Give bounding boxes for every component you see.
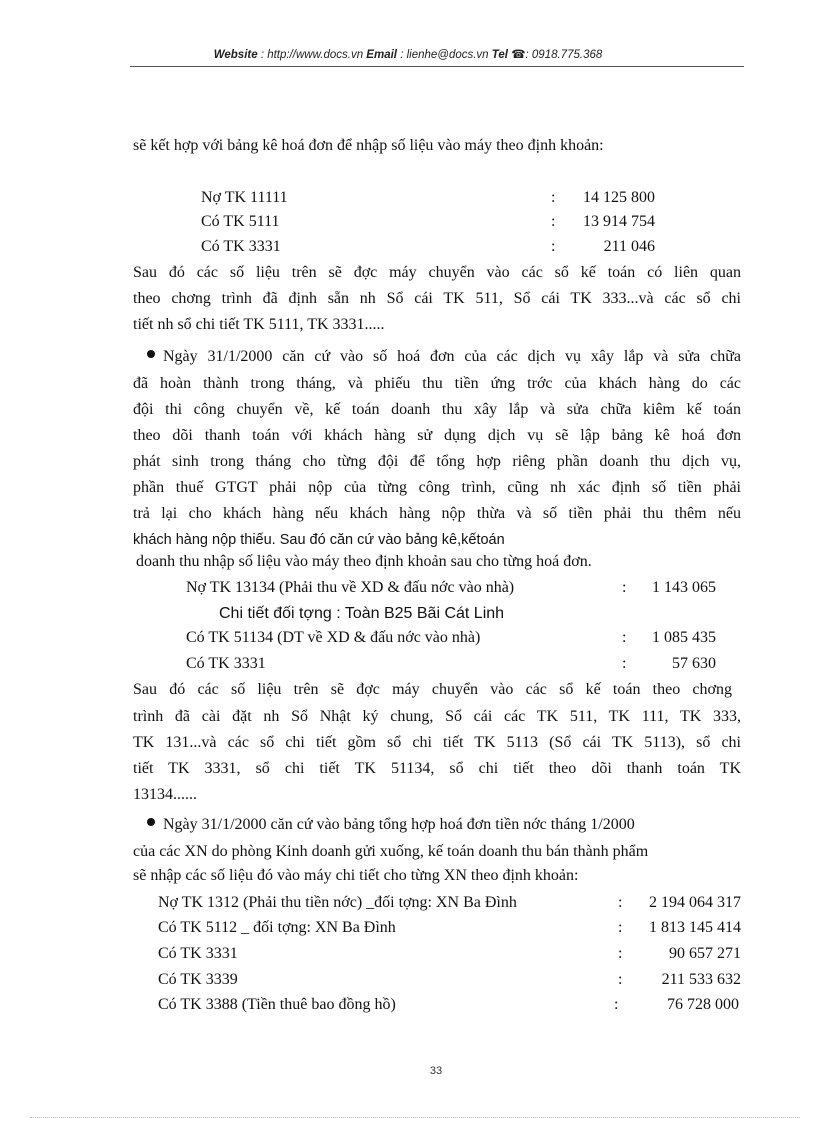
entry-colon: : bbox=[622, 629, 627, 646]
paragraph-line: theo dõi thanh toán với khách hàng sử dụng dịch vụ sẽ lập bảng kê hoá đơn bbox=[133, 427, 741, 444]
entry-account: Có TK 5112 _ đối tợng: XN Ba Đình bbox=[158, 919, 396, 936]
entry-amount: 13 914 754 bbox=[583, 213, 655, 230]
entry-account: Có TK 3331 bbox=[158, 945, 238, 962]
bullet-paragraph-line bbox=[147, 815, 635, 835]
paragraph-line: đã hoàn thành trong tháng, và phiếu thu tiền ứng trớc của khách hàng do các bbox=[133, 375, 741, 392]
tel-label: Tel bbox=[491, 49, 508, 61]
entry-colon: : bbox=[618, 919, 623, 936]
entry-detail: Chi tiết đối tợng : Toàn B25 Bãi Cát Linh bbox=[219, 605, 505, 622]
entry-amount: 14 125 800 bbox=[583, 189, 655, 206]
page-header bbox=[0, 47, 816, 61]
paragraph-line: trình đã cài đặt nh Sổ Nhật ký chung, Sổ cái các TK 511, TK 111, TK 333, bbox=[133, 708, 741, 725]
bullet-icon bbox=[147, 350, 155, 358]
entry-amount: 57 630 bbox=[672, 655, 716, 672]
paragraph-line: 13134...... bbox=[133, 786, 197, 803]
email-label: Email bbox=[366, 49, 397, 61]
entry-account: Nợ TK 11111 bbox=[201, 189, 288, 206]
paragraph-line: đội thi công chuyển về, kế toán doanh thu xây lắp và sửa chữa kiêm kế toán bbox=[133, 401, 741, 418]
website-label: Website bbox=[213, 49, 258, 61]
entry-colon: : bbox=[618, 971, 623, 988]
paragraph-line: Sau đó các số liệu trên sẽ đợc máy chuyển vào các sổ kế toán có liên quan bbox=[133, 264, 741, 281]
entry-colon: : bbox=[551, 213, 556, 230]
paragraph-line: tiết nh sổ chi tiết TK 5111, TK 3331..... bbox=[133, 316, 385, 333]
paragraph-line: Sau đó các số liệu trên sẽ đợc máy chuyển vào các sổ kế toán theo chơng bbox=[133, 681, 732, 698]
entry-colon: : bbox=[622, 655, 627, 672]
bullet-text: Ngày 31/1/2000 căn cứ vào số hoá đơn của các dịch vụ xây lắp và sửa chữa bbox=[163, 348, 741, 365]
paragraph-line: phát sinh trong tháng cho từng đội để tổng hợp riêng phần doanh thu dịch vụ, bbox=[133, 453, 741, 470]
entry-amount: 1 085 435 bbox=[652, 629, 716, 646]
entry-amount: 211 533 632 bbox=[661, 971, 741, 988]
tel-value: : 0918.775.368 bbox=[525, 49, 603, 61]
entry-account: Có TK 5111 bbox=[201, 213, 280, 230]
entry-account: Nợ TK 1312 (Phải thu tiền nớc) _đối tợng: XN Ba Đình bbox=[158, 894, 517, 911]
entry-colon: : bbox=[551, 238, 556, 255]
entry-colon: : bbox=[614, 996, 619, 1013]
entry-colon: : bbox=[551, 189, 556, 206]
entry-amount: 90 657 271 bbox=[669, 945, 741, 962]
entry-account: Có TK 3388 (Tiền thuê bao đồng hồ) bbox=[158, 996, 396, 1013]
entry-account: Có TK 51134 (DT về XD & đấu nớc vào nhà) bbox=[186, 629, 481, 646]
website-value: : http://www.docs.vn bbox=[260, 49, 364, 61]
header-divider bbox=[130, 66, 744, 67]
paragraph-line: khách hàng nộp thiếu. Sau đó căn cứ vào bảng kê,kếtoán bbox=[133, 532, 505, 548]
paragraph-line: phần thuế GTGT phải nộp của từng công trình, cũng nh xác định số tiền phải bbox=[133, 479, 741, 496]
page-number: 33 bbox=[429, 1065, 443, 1077]
phone-icon: ☎ bbox=[511, 49, 526, 61]
bullet-text: Ngày 31/1/2000 căn cứ vào bảng tổng hợp hoá đơn tiền nớc tháng 1/2000 bbox=[163, 816, 635, 833]
entry-amount: 2 194 064 317 bbox=[649, 894, 741, 911]
paragraph-line: sẽ nhập các số liệu đó vào máy chi tiết cho từng XN theo định khoản: bbox=[133, 867, 579, 884]
entry-account: Nợ TK 13134 (Phải thu về XD & đấu nớc vào nhà) bbox=[186, 579, 515, 596]
paragraph-line: trả lại cho khách hàng nếu khách hàng nộp thừa và số tiền phải thu thêm nếu bbox=[133, 505, 741, 522]
bullet-paragraph-line bbox=[147, 347, 741, 367]
entry-colon: : bbox=[622, 579, 627, 596]
bullet-icon bbox=[147, 818, 155, 826]
entry-account: Có TK 3331 bbox=[201, 238, 281, 255]
paragraph-line: của các XN do phòng Kinh doanh gửi xuống, kế toán doanh thu bán thành phẩm bbox=[133, 843, 649, 860]
paragraph-line: doanh thu nhập số liệu vào máy theo định khoản sau cho từng hoá đơn. bbox=[136, 553, 592, 570]
paragraph-line: sẽ kết hợp với bảng kê hoá đơn để nhập số liệu vào máy theo định khoản: bbox=[133, 137, 604, 154]
paragraph-line: TK 131...và các sổ chi tiết gồm sổ chi tiết TK 5113 (Sổ cái TK 5113), sổ chi bbox=[133, 734, 741, 751]
entry-account: Có TK 3331 bbox=[186, 655, 266, 672]
entry-amount: 76 728 000 bbox=[667, 996, 739, 1013]
paragraph-line: tiết TK 3331, sổ chi tiết TK 51134, sổ chi tiết theo dõi thanh toán TK bbox=[133, 760, 741, 777]
paragraph-line: theo chơng trình đã định sẵn nh Sổ cái TK 511, Sổ cái TK 333...và các sổ chi bbox=[133, 290, 741, 307]
entry-account: Có TK 3339 bbox=[158, 971, 238, 988]
entry-colon: : bbox=[618, 945, 623, 962]
entry-amount: 211 046 bbox=[603, 238, 655, 255]
entry-colon: : bbox=[618, 894, 623, 911]
footer-divider bbox=[30, 1117, 800, 1118]
entry-amount: 1 143 065 bbox=[652, 579, 716, 596]
entry-amount: 1 813 145 414 bbox=[649, 919, 741, 936]
email-value: : lienhe@docs.vn bbox=[400, 49, 489, 61]
